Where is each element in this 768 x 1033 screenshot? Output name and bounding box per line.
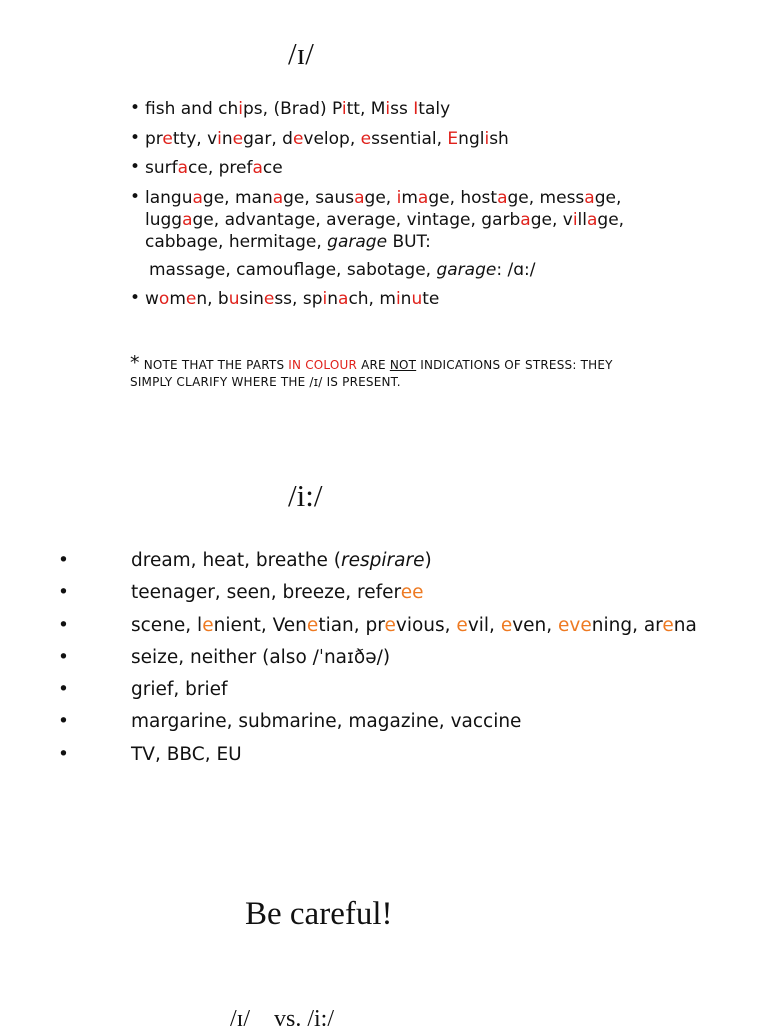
text-segment: ): [424, 550, 432, 571]
bullet: •: [58, 679, 69, 701]
text-segment: respirare: [341, 550, 425, 571]
bullet: •: [58, 614, 69, 636]
list-item-text: [131, 744, 242, 765]
text-segment: vious,: [395, 614, 457, 636]
text-segment: eve: [558, 614, 592, 636]
text-segment: e: [263, 288, 275, 309]
list-item-text: [145, 99, 450, 119]
text-segment: a: [192, 187, 203, 208]
text-segment: i: [341, 99, 347, 119]
text-segment: sh: [489, 128, 509, 149]
text-segment: sh and ch: [155, 99, 239, 119]
text-segment: e: [162, 128, 173, 149]
text-segment: seize, neither (also /ˈnaɪðə/): [131, 646, 391, 668]
text-segment: ge, man: [202, 187, 273, 208]
text-segment: ce: [262, 158, 283, 178]
text-segment: ge, saus: [283, 187, 355, 208]
list-item-text: [145, 129, 509, 149]
list-item: [130, 187, 690, 253]
asterisk: *: [130, 352, 140, 374]
list-item: [130, 98, 690, 120]
text-segment: ngl: [458, 128, 485, 149]
text-segment: vil,: [467, 614, 501, 636]
bullet: •: [130, 186, 141, 207]
be-careful-heading: Be careful!: [245, 896, 393, 932]
text-segment: a: [584, 187, 595, 208]
list-item-text: [131, 679, 228, 700]
text-segment: u: [228, 288, 240, 309]
text-segment: BUT:: [387, 231, 431, 252]
text-segment: e: [662, 614, 674, 636]
list-item-text: [131, 550, 432, 571]
text-segment: IN COLOUR: [288, 358, 358, 372]
heading-short-i: /ɪ/: [288, 36, 314, 71]
text-segment: ARE: [357, 358, 390, 372]
text-segment: surf: [145, 158, 178, 178]
text-segment: w: [145, 288, 159, 309]
list-item: [58, 711, 758, 743]
text-segment: a: [587, 209, 598, 230]
text-segment: nient, Ven: [213, 614, 307, 636]
list-item-text: [131, 582, 423, 603]
bullet: •: [58, 711, 69, 733]
text-segment: i: [396, 187, 402, 208]
list-item: [58, 679, 758, 711]
text-segment: ps, (Brad) P: [243, 99, 342, 119]
bullet: •: [130, 157, 141, 177]
text-segment: i: [322, 288, 328, 309]
text-segment: ssential,: [371, 128, 448, 149]
text-segment: u: [411, 288, 423, 309]
text-segment: te: [422, 288, 440, 309]
text-segment: tty, v: [172, 128, 218, 149]
list-item: [58, 550, 758, 582]
text-segment: o: [158, 288, 170, 309]
text-segment: i: [572, 209, 578, 230]
text-segment: massage, camouflage, sabotage,: [149, 259, 437, 280]
text-segment: n: [400, 288, 412, 309]
list-item: [58, 582, 758, 614]
text-segment: ge, cabbage, hermitage,: [145, 209, 625, 252]
text-segment: a: [520, 209, 531, 230]
list-item: [130, 157, 690, 179]
text-segment: ning, ar: [591, 614, 663, 636]
text-segment: tian, pr: [318, 614, 385, 636]
bullet: •: [130, 287, 141, 308]
text-segment: sin: [239, 288, 264, 309]
text-segment: ch, m: [348, 288, 396, 309]
text-segment: na: [673, 614, 697, 636]
list-item-text: [131, 615, 697, 636]
text-segment: i: [238, 99, 243, 119]
text-segment: garage: [327, 231, 388, 252]
text-segment: m: [169, 288, 186, 309]
text-segment: ge,: [364, 187, 397, 208]
text-segment: a: [177, 158, 189, 178]
text-segment: a: [182, 209, 193, 230]
text-segment: e: [360, 128, 372, 149]
text-segment: scene, l: [131, 614, 203, 636]
text-segment: ge, v: [530, 209, 573, 230]
text-segment: a: [354, 187, 365, 208]
text-segment: e: [232, 128, 244, 149]
text-segment: I: [413, 99, 419, 119]
text-segment: TV, BBC, EU: [131, 743, 242, 765]
list-item: [58, 647, 758, 679]
text-segment: : /ɑ:/: [496, 259, 536, 280]
list-item: [130, 128, 690, 150]
comparison-heading: /ɪ/ vs. /i:/: [230, 1006, 335, 1032]
bullet: •: [58, 646, 69, 668]
text-segment: ce, pref: [188, 158, 253, 178]
text-segment: ven,: [512, 614, 559, 636]
note-text: [130, 358, 613, 389]
text-segment: e: [185, 288, 197, 309]
text-segment: NOT: [389, 358, 417, 372]
text-segment: ss, sp: [274, 288, 323, 309]
colour-note: [130, 352, 650, 391]
text-segment: langu: [145, 187, 193, 208]
list-item: [130, 288, 690, 310]
text-segment: dream, heat, breathe (: [131, 550, 342, 571]
text-segment: E: [447, 128, 459, 149]
text-segment: a: [417, 187, 429, 208]
text-segment: teenager, seen, breeze, refer: [131, 582, 401, 604]
list-item-text: [131, 647, 390, 668]
text-segment: i: [385, 99, 391, 119]
text-segment: e: [292, 128, 304, 149]
text-segment: e: [456, 614, 468, 636]
text-segment: garage: [436, 259, 497, 280]
text-segment: ee: [400, 582, 424, 604]
text-segment: e: [500, 614, 513, 636]
text-segment: a: [497, 187, 508, 208]
text-segment: e: [384, 614, 396, 636]
text-segment: NOTE THAT THE PARTS: [143, 358, 289, 372]
list-item: [58, 615, 758, 647]
text-segment: tt, M: [346, 99, 386, 119]
text-segment: a: [252, 158, 263, 178]
text-segment: a: [338, 288, 349, 309]
text-segment: e: [306, 614, 319, 636]
text-segment: ge, advantage, average, vintage, garb: [192, 209, 521, 230]
heading-long-i: /i:/: [288, 478, 323, 513]
text-segment: f: [145, 99, 156, 119]
exception-line: [130, 259, 690, 281]
text-segment: n: [327, 288, 339, 309]
bullet: •: [130, 98, 141, 118]
exception-text: [149, 260, 535, 280]
text-segment: a: [272, 187, 284, 208]
text-segment: n: [221, 128, 233, 149]
text-segment: ss: [390, 99, 414, 119]
text-segment: ge, host: [428, 187, 498, 208]
text-segment: i: [395, 288, 401, 309]
text-segment: i: [484, 128, 490, 149]
bullet: •: [58, 582, 69, 604]
text-segment: grief, brief: [131, 679, 228, 701]
text-segment: gar, d: [243, 128, 293, 149]
text-segment: taly: [418, 99, 451, 119]
long-i-list: [58, 550, 758, 776]
bullet: •: [130, 127, 141, 148]
list-item: [58, 744, 758, 776]
text-segment: n, b: [196, 288, 229, 309]
list-item-text: [145, 158, 283, 178]
list-item-text: [145, 188, 624, 252]
text-segment: INDICATIONS OF STRESS: THEY SIMPLY CLARIFY WHERE THE /ɪ/ IS PRESENT.: [130, 358, 613, 389]
text-segment: margarine, submarine, magazine, vaccine: [131, 711, 522, 733]
text-segment: e: [202, 614, 214, 636]
text-segment: ll: [577, 209, 587, 230]
short-i-list: [130, 98, 690, 317]
bullet: •: [58, 743, 69, 765]
bullet: •: [58, 550, 69, 571]
text-segment: velop,: [303, 128, 361, 149]
list-item-text: [145, 289, 439, 309]
text-segment: ge, lugg: [145, 187, 622, 230]
text-segment: i: [217, 128, 222, 149]
list-item-text: [131, 711, 521, 732]
text-segment: ge, mess: [507, 187, 585, 208]
text-segment: m: [401, 187, 418, 208]
text-segment: pr: [145, 128, 163, 149]
